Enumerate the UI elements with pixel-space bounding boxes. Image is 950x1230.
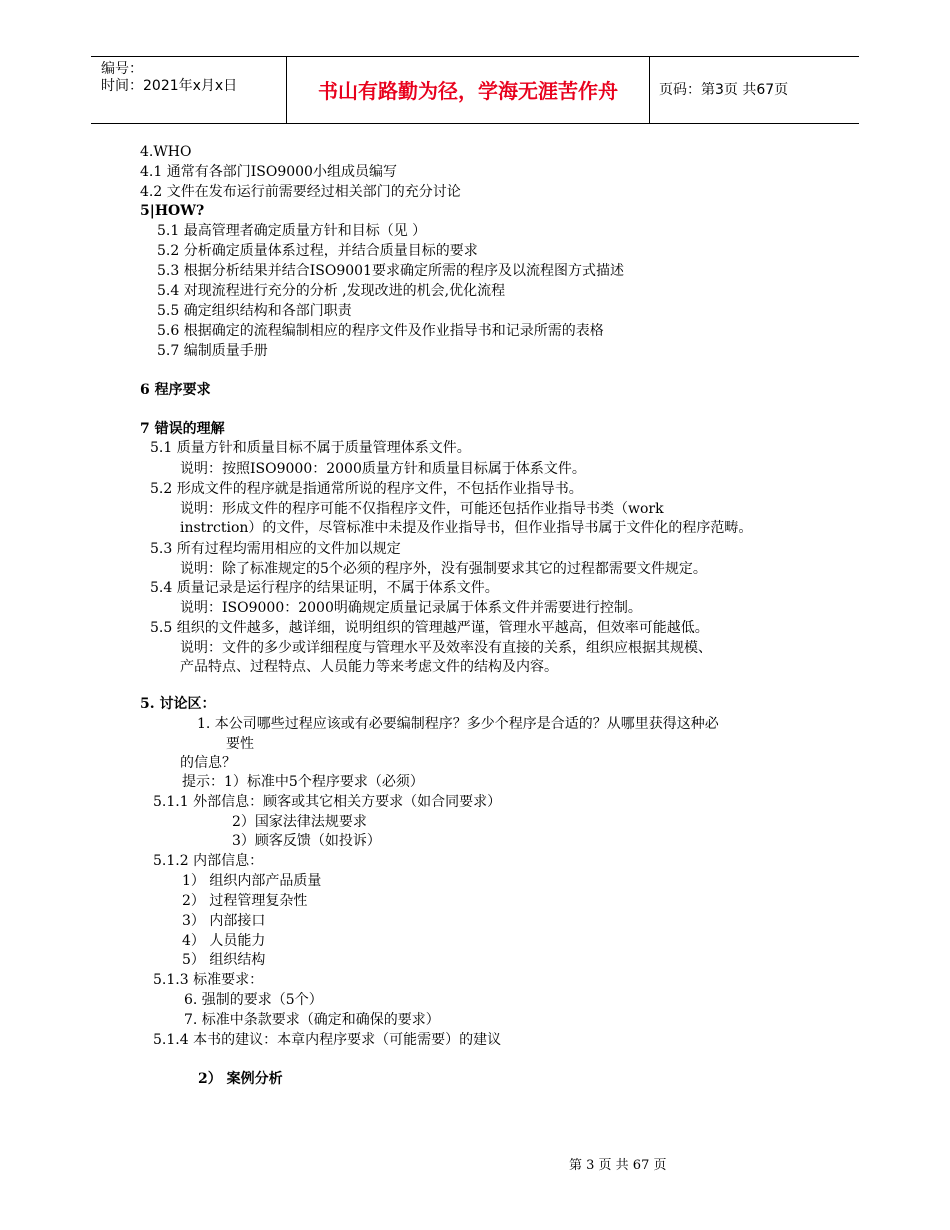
section-heading: 2） 案例分析 [198,1071,283,1087]
header-left-cell [91,57,286,123]
text-line: instrction）的文件，尽管标准中未提及作业指导书，但作业指导书属于文件化的程序范畴。 [180,520,753,536]
text-line: 说明：文件的多少或详细程度与管理水平及效率没有直接的关系，组织应根据其规模、 [180,640,712,656]
motto: 书山有路勤为径，学海无涯苦作舟 [318,79,618,103]
section-heading: 5. 讨论区： [140,696,216,712]
text-line: 3）顾客反馈（如投诉） [232,833,381,849]
text-line: 5.7 编制质量手册 [157,343,268,359]
text-line: 5.4 质量记录是运行程序的结果证明，不属于体系文件。 [150,580,499,596]
text-line: 4） 人员能力 [182,933,266,949]
text-line: 5.1 最高管理者确定质量方针和目标（见 ） [157,223,427,239]
text-line: 要性 [226,736,254,752]
header-page-cell [650,57,859,123]
text-line: 1. 本公司哪些过程应该或有必要编制程序？多少个程序是合适的？从哪里获得这种必 [197,716,719,732]
text-line: 4.1 通常有各部门ISO9000小组成员编写 [140,164,397,180]
text-line: 2）国家法律法规要求 [232,814,367,830]
text-line: 5.4 对现流程进行充分的分析 ,发现改进的机会,优化流程 [157,283,506,299]
text-line: 5.1.1 外部信息：顾客或其它相关方要求（如合同要求） [153,794,502,810]
section-heading: 5|HOW? [140,203,205,219]
text-line: 1） 组织内部产品质量 [182,873,322,889]
text-line: 5.2 分析确定质量体系过程，并结合质量目标的要求 [157,243,478,259]
header-motto-cell [286,57,650,123]
text-line: 产品特点、过程特点、人员能力等来考虑文件的结构及内容。 [180,659,558,675]
text-line: 说明：按照ISO9000：2000质量方针和质量目标属于体系文件。 [180,461,586,477]
page-footer: 第 3 页 共 67 页 [569,1158,667,1173]
text-line: 4.WHO [140,144,192,160]
text-line: 5.1 质量方针和质量目标不属于质量管理体系文件。 [150,440,471,456]
text-line: 说明：ISO9000：2000明确规定质量记录属于体系文件并需要进行控制。 [180,600,642,616]
text-line: 5.2 形成文件的程序就是指通常所说的程序文件，不包括作业指导书。 [150,481,583,497]
text-line: 5.1.4 本书的建议：本章内程序要求（可能需要）的建议 [153,1032,502,1048]
text-line: 5.1.3 标准要求： [153,972,264,988]
text-line: 5） 组织结构 [182,952,266,968]
text-line: 4.2 文件在发布运行前需要经过相关部门的充分讨论 [140,184,461,200]
text-line: 5.3 所有过程均需用相应的文件加以规定 [150,541,401,557]
page-header [91,56,859,124]
text-line: 5.5 组织的文件越多，越详细，说明组织的管理越严谨，管理水平越高，但效率可能越低。 [150,620,709,636]
text-line: 5.1.2 内部信息： [153,853,264,869]
text-line: 5.6 根据确定的流程编制相应的程序文件及作业指导书和记录所需的表格 [157,323,604,339]
time-label: 时间：2021年x月x日 [101,78,238,94]
page-info: 页码：第3页 共67页 [659,82,789,98]
text-line: 2） 过程管理复杂性 [182,893,308,909]
section-heading: 7 错误的理解 [140,421,225,437]
text-line: 说明：形成文件的程序可能不仅指程序文件，可能还包括作业指导书类（work [180,501,664,517]
text-line: 的信息？ [180,755,236,771]
text-line: 7. 标准中条款要求（确定和确保的要求） [184,1012,440,1028]
text-line: 5.3 根据分析结果并结合ISO9001要求确定所需的程序及以流程图方式描述 [157,263,624,279]
text-line: 3） 内部接口 [182,913,266,929]
section-heading: 6 程序要求 [140,382,211,398]
text-line: 说明：除了标准规定的5个必须的程序外，没有强制要求其它的过程都需要文件规定。 [180,561,707,577]
number-label: 编号： [101,61,143,77]
text-line: 6. 强制的要求（5个） [184,992,323,1008]
text-line: 5.5 确定组织结构和各部门职责 [157,303,352,319]
text-line: 提示：1）标准中5个程序要求（必须） [182,774,424,790]
